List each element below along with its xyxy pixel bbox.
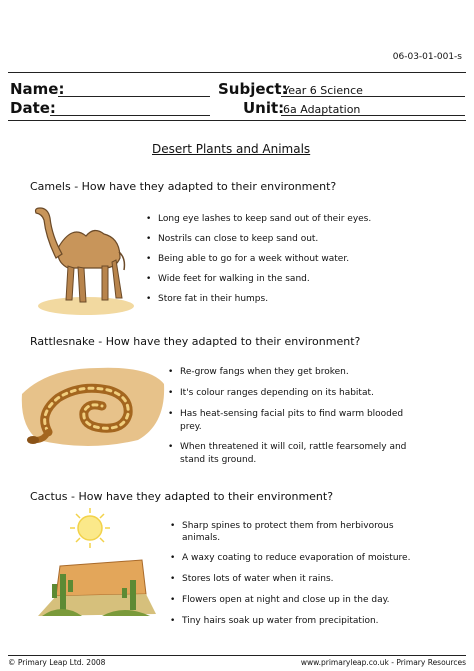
list-item: Long eye lashes to keep sand out of their eyes.	[158, 214, 372, 224]
unit-line	[281, 115, 465, 116]
section-heading-camels: Camels - How have they adapted to their environment?	[30, 180, 337, 193]
footer-rule	[8, 655, 466, 656]
list-item: Has heat-sensing facial pits to find warm blooded	[180, 409, 404, 419]
header-bottom-rule	[8, 120, 466, 121]
footer-website-link[interactable]: www.primaryleap.co.uk - Primary Resources	[300, 658, 466, 667]
camel-illustration	[28, 196, 138, 316]
unit-label: Unit:	[243, 99, 285, 117]
footer-copyright: © Primary Leap Ltd. 2008	[8, 658, 106, 667]
list-item: Nostrils can close to keep sand out.	[158, 234, 319, 244]
list-item: Sharp spines to protect them from herbivorous	[182, 521, 394, 531]
name-field[interactable]	[58, 96, 210, 97]
list-item-continuation: stand its ground.	[180, 455, 257, 465]
list-item: Wide feet for walking in the sand.	[158, 274, 310, 284]
rattlesnake-illustration	[18, 354, 168, 454]
subject-line	[281, 96, 465, 97]
document-code: 06-03-01-001-s	[392, 52, 462, 62]
header-top-rule	[8, 72, 466, 73]
list-item: Store fat in their humps.	[158, 294, 269, 304]
subject-value: Year 6 Science	[283, 84, 363, 97]
list-item: Re-grow fangs when they get broken.	[180, 367, 349, 377]
list-item-continuation: prey.	[180, 422, 202, 432]
section-heading-cactus: Cactus - How have they adapted to their environment?	[30, 490, 334, 503]
list-item: A waxy coating to reduce evaporation of moisture.	[182, 553, 411, 563]
subject-label: Subject:	[218, 80, 288, 98]
date-field[interactable]	[50, 115, 210, 116]
section-heading-rattlesnake: Rattlesnake - How have they adapted to their environment?	[30, 335, 361, 348]
page-title: Desert Plants and Animals	[152, 142, 311, 156]
list-item: Flowers open at night and close up in the day.	[182, 595, 390, 605]
list-item: Being able to go for a week without water.	[158, 254, 350, 264]
list-item: It's colour ranges depending on its habitat.	[180, 388, 374, 398]
name-label: Name:	[10, 80, 65, 98]
list-item: Stores lots of water when it rains.	[182, 574, 334, 584]
unit-value: 6a Adaptation	[283, 103, 361, 116]
cactus-illustration	[32, 504, 162, 624]
list-item-continuation: animals.	[182, 533, 221, 543]
list-item: When threatened it will coil, rattle fearsomely and	[180, 442, 407, 452]
list-item: Tiny hairs soak up water from precipitation.	[182, 616, 379, 626]
date-label: Date:	[10, 99, 56, 117]
